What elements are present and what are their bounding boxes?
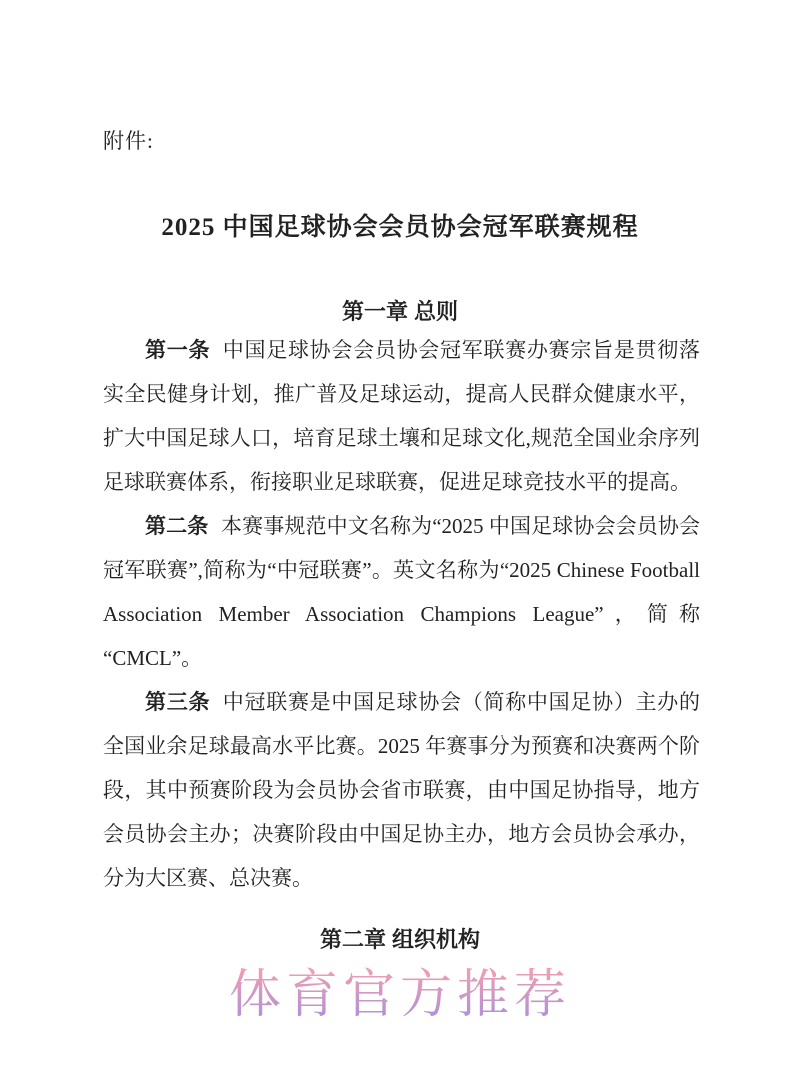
attachment-label: 附件: [103,129,154,153]
article-body [103,328,700,900]
article-3-number: 第三条 [145,690,211,714]
article-2-text: 本赛事规范中文名称为“2025 中国足球协会会员协会冠军联赛”,简称为“中冠联赛”。英文名称为“2025 Chinese Football Association Member Association Champions League”，简称“CMCL”。 [103,514,700,670]
chapter-2-heading: 第二章 组织机构 [319,927,481,952]
watermark-graphic [190,962,610,1026]
watermark-text: 体育官方推荐 [228,967,572,1024]
article-1-text: 中国足球协会会员协会冠军联赛办赛宗旨是贯彻落实全民健身计划，推广普及足球运动，提高人民群众健康水平，扩大中国足球人口，培育足球土壤和足球文化,规范全国业余序列足球联赛体系，衔接职业足球联赛，促进足球竞技水平的提高。 [103,338,701,494]
document-title: 2025 中国足球协会会员协会冠军联赛规程 [161,214,639,241]
article-1 [103,328,700,504]
article-1-number: 第一条 [145,338,211,362]
article-3-text: 中冠联赛是中国足球协会（简称中国足协）主办的全国业余足球最高水平比赛。2025 年赛事分为预赛和决赛两个阶段，其中预赛阶段为会员协会省市联赛，由中国足协指导，地方会员协会主办；决赛阶段由中国足协主办，地方会员协会承办，分为大区赛、总决赛。 [103,690,701,890]
article-2 [103,504,700,680]
article-3 [103,680,700,900]
watermark [0,962,800,1026]
chapter-1-heading: 第一章 总则 [341,299,459,324]
article-2-number: 第二条 [145,514,209,538]
